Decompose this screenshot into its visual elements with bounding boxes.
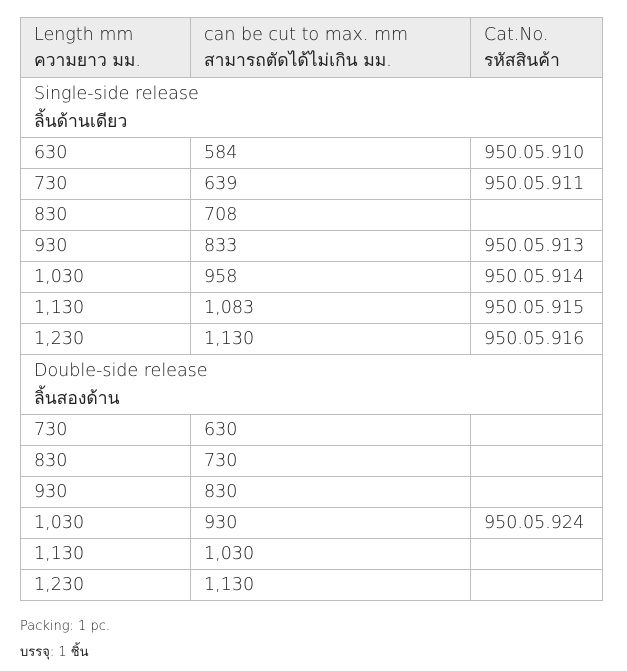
table-row (21, 415, 603, 446)
cell-cut-max: 1,030 (191, 539, 471, 570)
cell-cat-no (471, 415, 603, 446)
cell-cat-no: 950.05.913 (471, 231, 603, 262)
table-row (21, 539, 603, 570)
cell-cat-no: 950.05.924 (471, 508, 603, 539)
table-row (21, 477, 603, 508)
packing-en: Packing: 1 pc. (20, 619, 110, 634)
header-length-en: Length mm (34, 24, 134, 45)
cell-cut-max: 584 (191, 138, 471, 169)
cell-cut-max: 930 (191, 508, 471, 539)
header-length-th: ความยาว มม. (34, 50, 141, 71)
cell-cat-no: 950.05.911 (471, 169, 603, 200)
cell-cat-no (471, 477, 603, 508)
cell-cat-no (471, 570, 603, 601)
cell-cut-max: 1,130 (191, 324, 471, 355)
cell-length: 730 (21, 415, 191, 446)
cell-cut-max: 958 (191, 262, 471, 293)
table-row (21, 231, 603, 262)
cell-length: 630 (21, 138, 191, 169)
cell-length: 1,030 (21, 508, 191, 539)
table-row (21, 262, 603, 293)
header-cat-no (471, 18, 603, 78)
section-header-row (21, 355, 603, 415)
cell-length: 1,230 (21, 324, 191, 355)
section-title-en: Single-side release (34, 83, 199, 104)
table-row (21, 169, 603, 200)
section-title-th: ลิ้นด้านเดียว (34, 111, 128, 132)
cell-cut-max: 639 (191, 169, 471, 200)
cell-length: 830 (21, 446, 191, 477)
table-row (21, 293, 603, 324)
cell-length: 730 (21, 169, 191, 200)
table-row (21, 508, 603, 539)
section-title (21, 78, 603, 138)
header-cut-max-en: can be cut to max. mm (204, 24, 409, 45)
cell-cat-no: 950.05.910 (471, 138, 603, 169)
cell-length: 830 (21, 200, 191, 231)
header-cat-no-en: Cat.No. (484, 24, 549, 45)
cell-cut-max: 833 (191, 231, 471, 262)
section-title-th: ลิ้นสองด้าน (34, 388, 120, 409)
section-header-row (21, 78, 603, 138)
header-cut-max-th: สามารถตัดได้ไม่เกิน มม. (204, 50, 392, 71)
cell-cat-no: 950.05.915 (471, 293, 603, 324)
cell-cat-no (471, 539, 603, 570)
table-row (21, 446, 603, 477)
packing-th: บรรจุ: 1 ชิ้น (20, 645, 89, 660)
section-title (21, 355, 603, 415)
header-cut-max (191, 18, 471, 78)
cell-length: 1,230 (21, 570, 191, 601)
cell-cat-no (471, 446, 603, 477)
cell-cut-max: 830 (191, 477, 471, 508)
table-row (21, 324, 603, 355)
table-header-row (21, 18, 603, 78)
cell-length: 1,030 (21, 262, 191, 293)
table-row (21, 138, 603, 169)
header-cat-no-th: รหัสสินค้า (484, 50, 560, 71)
table-row (21, 200, 603, 231)
product-table (20, 17, 603, 601)
cell-cut-max: 730 (191, 446, 471, 477)
cell-length: 930 (21, 477, 191, 508)
cell-cut-max: 1,083 (191, 293, 471, 324)
cell-cut-max: 1,130 (191, 570, 471, 601)
cell-length: 1,130 (21, 293, 191, 324)
cell-cat-no: 950.05.916 (471, 324, 603, 355)
cell-length: 930 (21, 231, 191, 262)
section-title-en: Double-side release (34, 360, 208, 381)
cell-length: 1,130 (21, 539, 191, 570)
cell-cat-no: 950.05.914 (471, 262, 603, 293)
cell-cut-max: 630 (191, 415, 471, 446)
product-table-body (21, 18, 603, 601)
header-length (21, 18, 191, 78)
cell-cat-no (471, 200, 603, 231)
cell-cut-max: 708 (191, 200, 471, 231)
table-row (21, 570, 603, 601)
